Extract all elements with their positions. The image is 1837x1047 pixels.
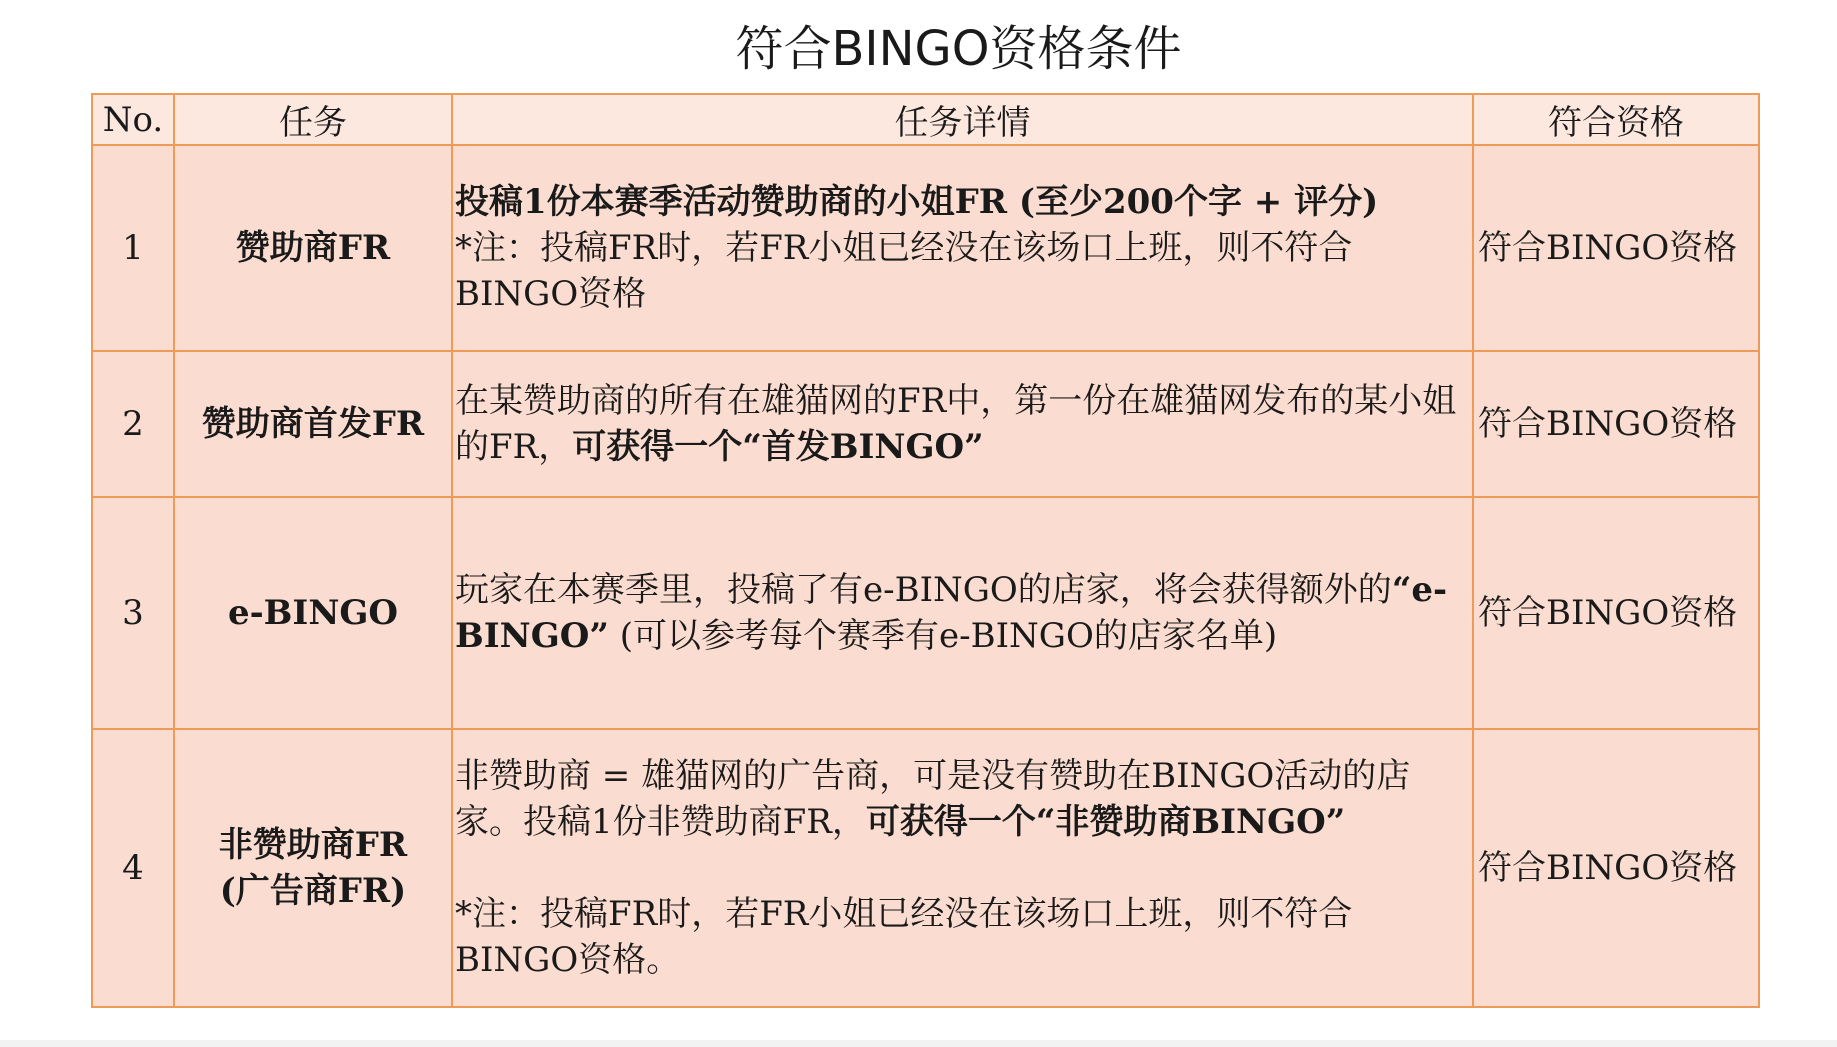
- task-detail: [452, 351, 1473, 497]
- row-number: 2: [92, 351, 174, 497]
- header-detail: 任务详情: [452, 94, 1473, 145]
- task-name: e-BINGO: [174, 497, 452, 729]
- detail-bold-text: “e-BINGO”: [455, 570, 1448, 656]
- detail-text: (可以参考每个赛季有e-BINGO的店家名单): [608, 616, 1278, 656]
- paragraph-spacer: [455, 845, 1472, 891]
- page-title: 符合BINGO资格条件: [735, 21, 1182, 77]
- detail-note: *注：投稿FR时，若FR小姐已经没在该场口上班，则不符合BINGO资格: [455, 228, 1353, 314]
- row-number: 3: [92, 497, 174, 729]
- header-no: No.: [92, 94, 174, 145]
- eligibility-value: 符合BINGO资格: [1473, 145, 1759, 351]
- task-name: [174, 729, 452, 1007]
- eligibility-value: 符合BINGO资格: [1473, 729, 1759, 1007]
- table-row: [92, 145, 1759, 351]
- header-task: 任务: [174, 94, 452, 145]
- row-number: 4: [92, 729, 174, 1007]
- eligibility-table: [91, 93, 1760, 1008]
- table-row: [92, 497, 1759, 729]
- table-header-row: [92, 94, 1759, 145]
- table-row: [92, 729, 1759, 1007]
- detail-bold-text: 可获得一个“首发BINGO”: [572, 427, 984, 467]
- task-name: 赞助商FR: [174, 145, 452, 351]
- task-detail: [452, 729, 1473, 1007]
- detail-note: *注：投稿FR时，若FR小姐已经没在该场口上班，则不符合BINGO资格。: [455, 894, 1353, 980]
- detail-bold-text: 可获得一个“非赞助商BINGO”: [865, 802, 1346, 842]
- detail-text: 在某赞助商的所有在雄猫网的FR中，第一份在雄猫网发布的某小姐的FR，: [455, 381, 1457, 467]
- eligibility-value: 符合BINGO资格: [1473, 351, 1759, 497]
- task-detail: [452, 145, 1473, 351]
- task-name: 赞助商首发FR: [174, 351, 452, 497]
- table-row: [92, 351, 1759, 497]
- eligibility-value: 符合BINGO资格: [1473, 497, 1759, 729]
- detail-bold-text: 投稿1份本赛季活动赞助商的小姐FR (至少200个字 + 评分): [455, 182, 1379, 222]
- task-name-line2: (广告商FR): [219, 871, 407, 911]
- task-name-line1: 非赞助商FR: [218, 825, 408, 865]
- detail-text: 玩家在本赛季里，投稿了有e-BINGO的店家，将会获得额外的: [455, 570, 1392, 610]
- header-eligibility: 符合资格: [1473, 94, 1759, 145]
- detail-text: 非赞助商 = 雄猫网的广告商，可是没有赞助在BINGO活动的店家。投稿1份非赞助商FR，: [455, 756, 1411, 842]
- bottom-divider: [0, 1040, 1837, 1047]
- detail-paragraph: [455, 753, 1472, 845]
- row-number: 1: [92, 145, 174, 351]
- task-detail: [452, 497, 1473, 729]
